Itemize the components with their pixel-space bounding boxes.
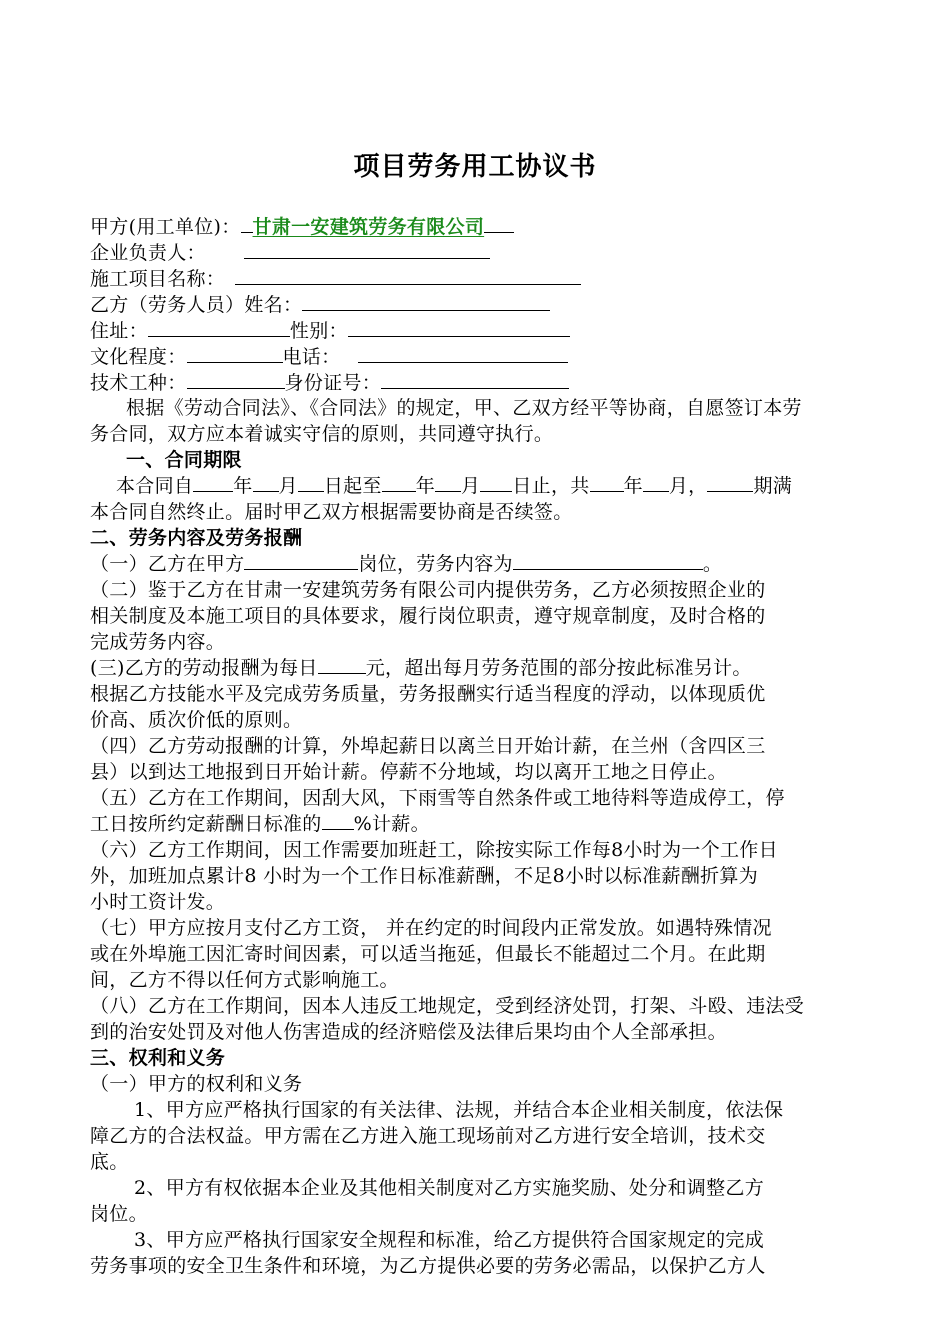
section-2-heading: 二、劳务内容及劳务报酬 bbox=[90, 527, 303, 549]
education-phone-row bbox=[90, 344, 870, 370]
project-name-row bbox=[90, 266, 870, 292]
address-blank[interactable] bbox=[148, 318, 290, 337]
section-2-item-6-line-2: 外，加班加点累计8 小时为一个工作日标准薪酬，不足8小时以标准薪酬折算为 bbox=[90, 865, 759, 887]
section-2-item-2-line-3: 完成劳务内容。 bbox=[90, 631, 226, 653]
section-2-item-3-line-2: 根据乙方技能水平及完成劳务质量，劳务报酬实行适当程度的浮动，以体现质优 bbox=[90, 683, 766, 705]
section-3-p1-line-1: 1、甲方应严格执行国家的有关法律、法规，并结合本企业相关制度，依法保 bbox=[134, 1099, 784, 1121]
section-3-p2-line-2: 岗位。 bbox=[90, 1203, 148, 1225]
section-2-item-7-line-2: 或在外埠施工因汇寄时间因素，可以适当拖延，但最长不能超过二个月。在此期 bbox=[90, 943, 766, 965]
preamble-line-2: 务合同，双方应本着诚实守信的原则，共同遵守执行。 bbox=[90, 423, 554, 445]
party-a-row bbox=[90, 214, 870, 240]
party-a-label: 甲方(用工单位)： bbox=[90, 216, 241, 238]
section-2-item-8-line-1: （八）乙方在工作期间，因本人违反工地规定，受到经济处罚，打架、斗殴、违法受 bbox=[90, 995, 805, 1017]
section-1-heading: 一、合同期限 bbox=[126, 449, 242, 471]
party-b-name-row bbox=[90, 292, 870, 318]
section-3-p1-line-2: 障乙方的合法权益。甲方需在乙方进入施工现场前对乙方进行安全培训，技术交 bbox=[90, 1125, 766, 1147]
section-2-item-1: （一）乙方在甲方 岗位，劳务内容为 。 bbox=[90, 553, 723, 575]
id-number-label: 身份证号： bbox=[284, 372, 382, 394]
party-a-company: 甘肃一安建筑劳务有限公司 bbox=[252, 216, 485, 238]
section-2-item-8-line-2: 到的治安处罚及对他人伤害造成的经济赔偿及法律后果均由个人全部承担。 bbox=[90, 1021, 727, 1043]
section-2-item-5-line-1: （五）乙方在工作期间，因刮大风，下雨雪等自然条件或工地待料等造成停工，停 bbox=[90, 787, 785, 809]
section-1-line-2: 本合同自然终止。届时甲乙双方根据需要协商是否续签。 bbox=[90, 501, 573, 523]
section-2-item-4-line-2: 县）以到达工地报到日开始计薪。停薪不分地域，均以离开工地之日停止。 bbox=[90, 761, 727, 783]
section-2-item-3-line-3: 价高、质次价低的原则。 bbox=[90, 709, 303, 731]
education-label: 文化程度： bbox=[90, 346, 187, 368]
skill-label: 技术工种： bbox=[90, 372, 187, 394]
phone-label: 电话： bbox=[282, 346, 341, 368]
education-blank[interactable] bbox=[187, 344, 283, 363]
phone-blank[interactable] bbox=[358, 344, 568, 363]
party-b-name-blank[interactable] bbox=[302, 292, 550, 311]
legal-rep-label: 企业负责人： bbox=[90, 242, 206, 264]
legal-rep-blank[interactable] bbox=[244, 240, 490, 259]
section-2-item-2-line-1: （二）鉴于乙方在甘肃一安建筑劳务有限公司内提供劳务，乙方必须按照企业的 bbox=[90, 579, 766, 601]
party-b-name-label: 乙方（劳务人员）姓名： bbox=[90, 294, 303, 316]
section-3-p2-line-1: 2、甲方有权依据本企业及其他相关制度对乙方实施奖励、处分和调整乙方 bbox=[134, 1177, 764, 1199]
gender-label: 性别： bbox=[289, 320, 348, 342]
skill-id-row bbox=[90, 370, 870, 396]
project-name-label: 施工项目名称： bbox=[90, 268, 226, 290]
section-2-item-5-line-2: 工日按所约定薪酬日标准的 %计薪。 bbox=[90, 813, 430, 835]
project-name-blank[interactable] bbox=[235, 266, 581, 285]
section-3-heading: 三、权利和义务 bbox=[90, 1047, 226, 1069]
section-2-item-6-line-3: 小时工资计发。 bbox=[90, 891, 226, 913]
id-number-blank[interactable] bbox=[381, 370, 569, 389]
section-2-item-3-line-1: (三)乙方的劳动报酬为每日 元，超出每月劳务范围的部分按此标准另计。 bbox=[90, 657, 752, 679]
section-3-p3-line-2: 劳务事项的安全卫生条件和环境，为乙方提供必要的劳务必需品，以保护乙方人 bbox=[90, 1255, 766, 1277]
section-1-line-1: 本合同自 年 月 日起至 年 月 日止，共 年 月， 期满 bbox=[116, 475, 793, 497]
document-title: 项目劳务用工协议书 bbox=[353, 152, 597, 182]
preamble-line-1: 根据《劳动合同法》、《合同法》的规定，甲、乙双方经平等协商，自愿签订本劳 bbox=[126, 397, 802, 419]
address-gender-row bbox=[90, 318, 870, 344]
section-2-item-7-line-3: 间，乙方不得以任何方式影响施工。 bbox=[90, 969, 399, 991]
section-2-item-6-line-1: （六）乙方工作期间，因工作需要加班赶工，除按实际工作每8小时为一个工作日 bbox=[90, 839, 778, 861]
gender-blank[interactable] bbox=[348, 318, 570, 337]
section-3-p3-line-1: 3、甲方应严格执行国家安全规程和标准，给乙方提供符合国家规定的完成 bbox=[134, 1229, 764, 1251]
legal-rep-row bbox=[90, 240, 870, 266]
address-label: 住址： bbox=[90, 320, 148, 342]
section-2-item-4-line-1: （四）乙方劳动报酬的计算，外埠起薪日以离兰日开始计薪，在兰州（含四区三 bbox=[90, 735, 766, 757]
section-3-sub-1: （一）甲方的权利和义务 bbox=[90, 1073, 303, 1095]
section-2-item-2-line-2: 相关制度及本施工项目的具体要求，履行岗位职责，遵守规章制度，及时合格的 bbox=[90, 605, 766, 627]
section-3-p1-line-3: 底。 bbox=[90, 1151, 129, 1173]
skill-blank[interactable] bbox=[187, 370, 285, 389]
section-2-item-7-line-1: （七）甲方应按月支付乙方工资， 并在约定的时间段内正常发放。如遇特殊情况 bbox=[90, 917, 772, 939]
